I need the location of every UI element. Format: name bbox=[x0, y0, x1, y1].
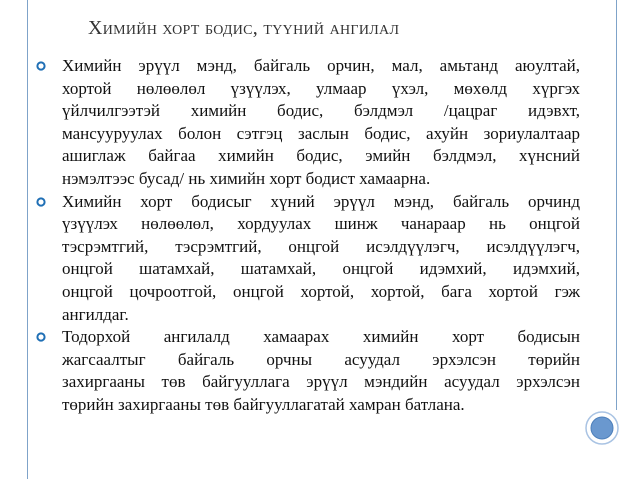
text-line: төрийн захиргааны төв байгууллагатай хамран батлана. bbox=[62, 394, 465, 414]
text-line: тэсрэмтгий, тэсрэмтгий, онцгой исэлдүүлэгч, исэлдүүлэгч, bbox=[62, 236, 580, 256]
text-line: Химийн хорт бодисыг хүний эрүүл мэнд, байгаль орчинд bbox=[62, 191, 580, 211]
circle-bullet-icon bbox=[36, 332, 46, 342]
text-line: хортой нөлөөлөл үзүүлэх, улмаар үхэл, мөхөлд хүргэх bbox=[62, 78, 580, 98]
text-line: Тодорхой ангилалд хамаарах химийн хорт бодисын bbox=[62, 327, 580, 347]
right-border-line bbox=[616, 0, 617, 410]
text-line: онцгой шатамхай, шатамхай, онцгой идэмхий, идэмхий, bbox=[62, 259, 580, 279]
text-line: нэмэлтээс бусад/ нь химийн хорт бодист хамаарна. bbox=[62, 168, 431, 188]
text-line: захиргааны төв байгууллага эрүүл мэндийн асуудал эрхэлсэн bbox=[62, 372, 580, 392]
text-line: ашиглаж байгаа химийн бодис, эмийн бэлдмэл, хүнсний bbox=[62, 146, 580, 166]
text-line: үйлчилгээтэй химийн бодис, бэлдмэл /цацраг идэвхт, bbox=[62, 101, 580, 121]
bullet-list bbox=[32, 55, 580, 417]
circle-bullet-icon bbox=[36, 197, 46, 207]
decorative-circle-icon bbox=[584, 410, 620, 446]
text-line: жагсаалтыг байгаль орчны асуудал эрхэлсэн төрийн bbox=[62, 349, 580, 369]
slide-title: Химийн хорт бодис, түүний ангилал bbox=[88, 17, 400, 39]
left-border-line bbox=[27, 0, 28, 479]
text-line: үзүүлэх нөлөөлөл, хордуулах шинж чанараар нь онцгой bbox=[62, 214, 580, 234]
text-line: онцгой цочроотгой, онцгой хортой, хортой, бага хортой гэж bbox=[62, 281, 580, 301]
text-line: Химийн эрүүл мэнд, байгаль орчин, мал, амьтанд аюултай, bbox=[62, 56, 580, 75]
text-line: мансууруулах болон сэтгэц заслын бодис, ахуйн зориулалтаар bbox=[62, 123, 580, 143]
circle-bullet-icon bbox=[36, 61, 46, 71]
bullet-item-2 bbox=[32, 191, 580, 327]
bullet-item-3 bbox=[32, 326, 580, 416]
bullet-item-1 bbox=[32, 55, 580, 191]
text-line: ангилдаг. bbox=[62, 304, 129, 324]
